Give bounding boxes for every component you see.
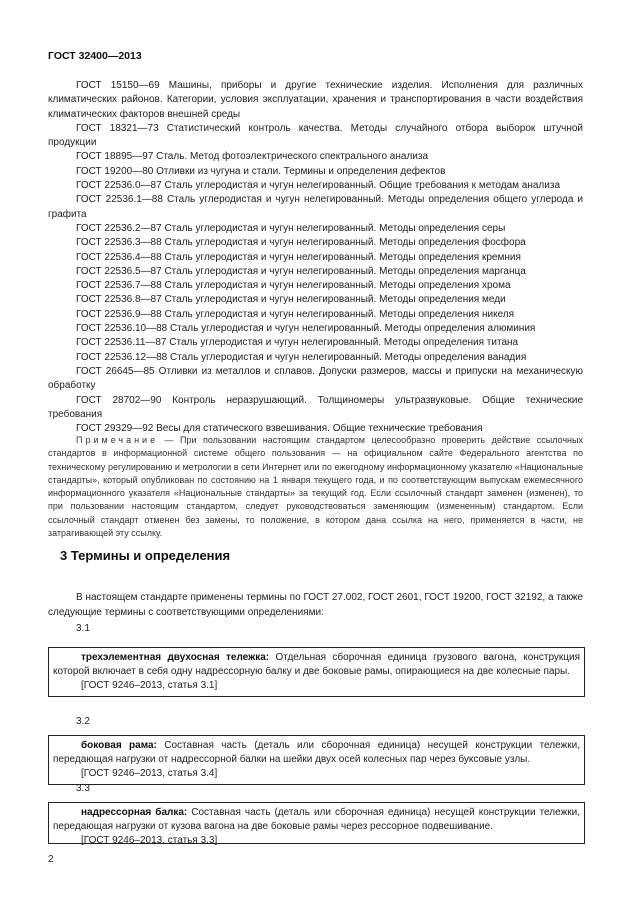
reference-item: ГОСТ 26645—85 Отливки из металлов и сплавов. Допуски размеров, массы и припуски на механическую обработку [48,365,583,392]
reference-item: ГОСТ 15150—69 Машины, приборы и другие технические изделия. Исполнения для различных климатических районов. Категории, условия эксплуатации, хранения и транспортирования в части воздействия климатических факторов внешней среды [48,80,583,120]
page-number: 2 [48,854,54,865]
term-definition: Составная часть (деталь или сборочная единица) несущей конструкции тележки, передающая нагрузки от надрессорной балки на шейки двух осей колесных пар через буксовые узлы. [53,740,580,765]
term-source: [ГОСТ 9246–2013, статья 3.4] [81,768,218,779]
term-definition: Составная часть (деталь или сборочная единица) несущей конструкции тележки, передающая нагрузки от кузова вагона на две боковые рамы через рессорное подвешивание. [53,807,580,832]
term-source: [ГОСТ 9246–2013, статья 3.1] [81,680,218,691]
term-name: боковая рама: [81,740,157,751]
term-number: 3.3 [76,783,90,794]
section-title: 3 Термины и определения [60,548,231,563]
term-box [48,802,585,844]
reference-item: ГОСТ 29329—92 Весы для статического взвешивания. Общие технические требования [76,423,483,435]
reference-item: ГОСТ 22536.2—87 Сталь углеродистая и чугун нелегированный. Методы определения серы [76,222,506,234]
reference-item: ГОСТ 22536.9—88 Сталь углеродистая и чугун нелегированный. Методы определения никеля [76,308,515,320]
reference-item: ГОСТ 22536.11—87 Сталь углеродистая и чугун нелегированный. Методы определения титана [76,337,519,349]
term-source: [ГОСТ 9246–2013, статья 3.3] [81,835,218,846]
section-intro: В настоящем стандарте применены термины по ГОСТ 27.002, ГОСТ 2601, ГОСТ 19200, ГОСТ 32192, а также следующие термины с соответствующими определениями: [48,592,583,618]
note-label: Примечание [76,435,159,445]
document-header: ГОСТ 32400—2013 [48,50,142,62]
reference-item: ГОСТ 18321—73 Статистический контроль качества. Методы случайного отбора выборок штучной продукции [48,122,583,149]
reference-item: ГОСТ 22536.0—87 Сталь углеродистая и чугун нелегированный. Общие требования к методам анализа [76,180,560,192]
reference-item: ГОСТ 22536.7—88 Сталь углеродистая и чугун нелегированный. Методы определения хрома [76,280,511,292]
term-box [48,647,585,697]
reference-item: ГОСТ 22536.3—88 Сталь углеродистая и чугун нелегированный. Методы определения фосфора [76,237,526,249]
term-number: 3.2 [76,716,90,727]
reference-item: ГОСТ 22536.5—87 Сталь углеродистая и чугун нелегированный. Методы определения марганца [76,265,526,277]
reference-item: ГОСТ 22536.1—88 Сталь углеродистая и чугун нелегированный. Методы определения общего углерода и графита [48,194,583,220]
reference-item: ГОСТ 28702—90 Контроль неразрушающий. Толщиномеры ультразвуковые. Общие технические требования [48,394,583,420]
reference-item: ГОСТ 22536.8—87 Сталь углеродистая и чугун нелегированный. Методы определения меди [76,294,506,306]
term-name: надрессорная балка: [81,807,188,818]
term-number: 3.1 [76,623,90,634]
reference-item: ГОСТ 19200—80 Отливки из чугуна и стали. Термины и определения дефектов [76,165,446,177]
reference-item: ГОСТ 22536.12—88 Сталь углеродистая и чугун нелегированный. Методы определения ванадия [76,351,527,363]
term-box [48,735,585,785]
term-definition: Отдельная сборочная единица грузового вагона, конструкция которой включает в себя одну надрессорную балку и две боковые рамы, опирающиеся на две колесные пары. [53,652,580,677]
note-text: — При пользовании настоящим стандартом целесообразно проверить действие ссылочных стандартов в информационной системе общего пользования — на официальном сайте Федерального агентства по техническому регулированию и метрологии в сети Интернет или по ежегодному информационному указателю «Национальные стандарты», который опубликован по состоянию на 1 января текущего года, и по соответствующим выпускам ежемесячного информационного указателя «Национальные стандарты» за текущий год. Если ссылочный стандарт заменен (изменен), то при пользовании настоящим стандартом, следует руководствоваться заменяющим (измененным) стандартом. Если ссылочный стандарт отменен без замены, то положение, в котором дана ссылка на него, применяется в части, не затрагивающей эту ссылку. [48,435,583,539]
term-name: трехэлементная двухосная тележка: [81,652,270,663]
reference-item: ГОСТ 18895—97 Сталь. Метод фотоэлектрического спектрального анализа [76,151,429,163]
reference-item: ГОСТ 22536.4—88 Сталь углеродистая и чугун нелегированный. Методы определения кремния [76,251,521,263]
reference-item: ГОСТ 22536.10—88 Сталь углеродистая и чугун нелегированный. Методы определения алюминия [76,323,536,335]
note-paragraph [48,434,583,540]
reference-list [48,79,583,436]
